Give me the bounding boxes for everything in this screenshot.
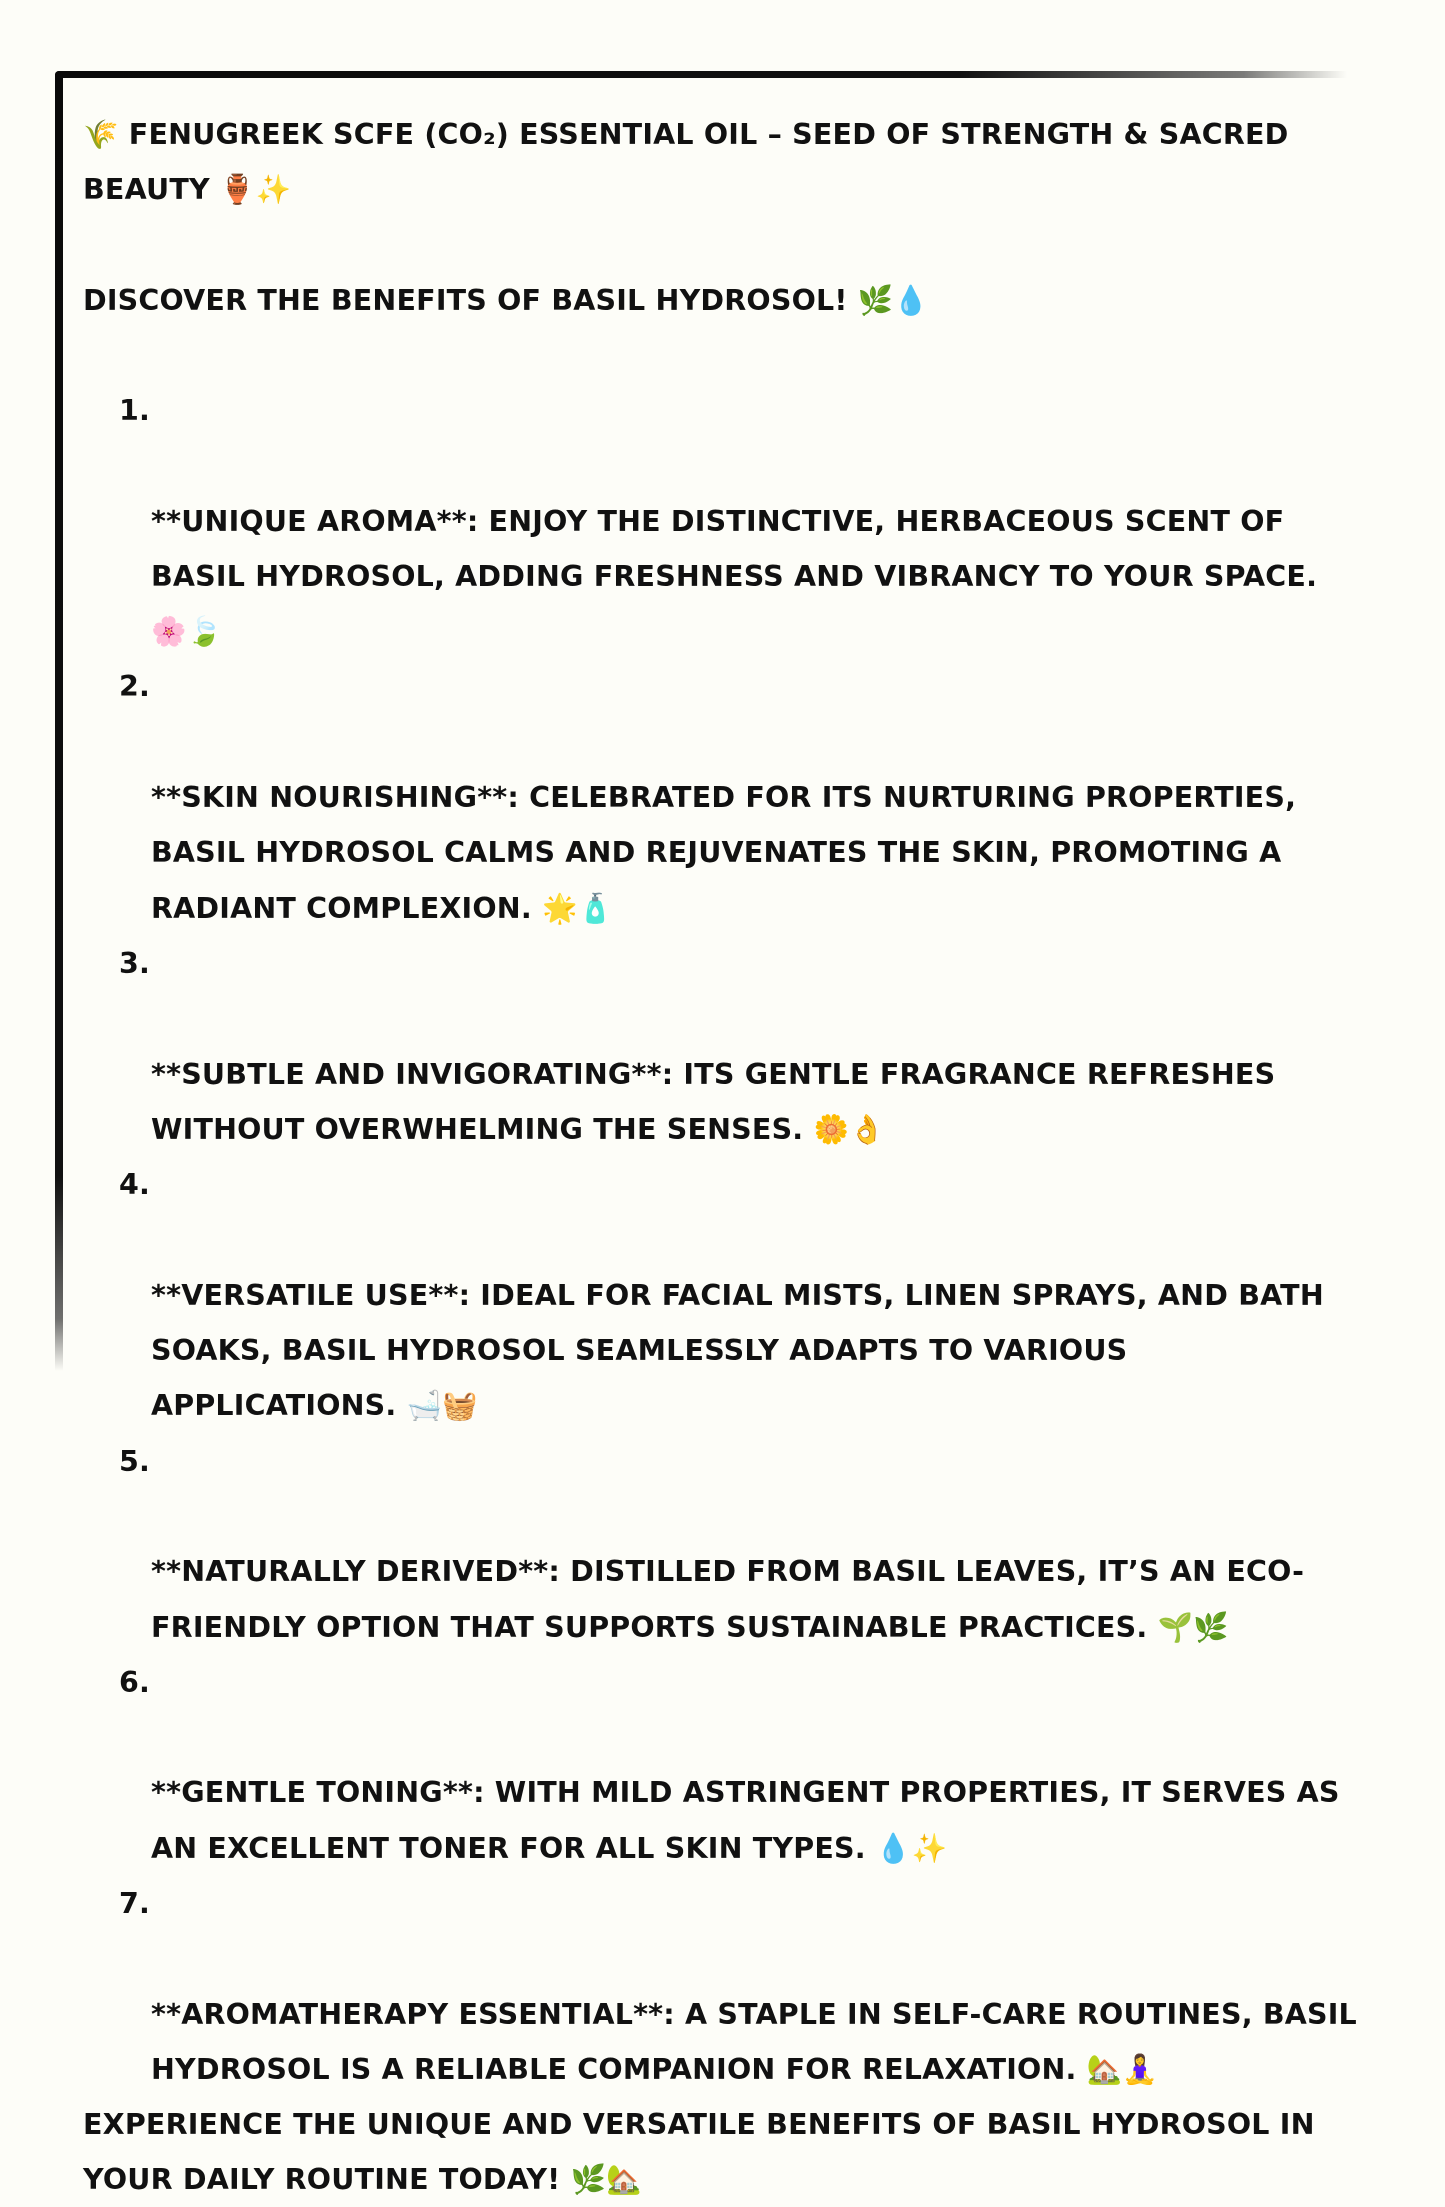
closing-statement: EXPERIENCE THE UNIQUE AND VERSATILE BENEFITS OF BASIL HYDROSOL IN YOUR DAILY ROUTINE TODAY! 🌿🏡	[83, 2108, 1315, 2197]
list-item	[83, 1157, 1358, 1433]
list-item-text: **SKIN NOURISHING**: CELEBRATED FOR ITS NURTURING PROPERTIES, BASIL HYDROSOL CALMS AND REJUVENATES THE SKIN, PROMOTING A RADIANT COMPLEXION. 🌟🧴	[151, 781, 1297, 925]
list-item-number: 7.	[119, 1887, 151, 1921]
list-item	[83, 1434, 1358, 1655]
list-item-number: 3.	[119, 946, 151, 980]
document-body	[83, 107, 1358, 2207]
list-item-text: **SUBTLE AND INVIGORATING**: ITS GENTLE FRAGRANCE REFRESHES WITHOUT OVERWHELMING THE SENSES. 🌼👌	[151, 1057, 1276, 1146]
list-item-number: 4.	[119, 1168, 151, 1202]
list-item-number: 1.	[119, 394, 151, 427]
list-item-text: **UNIQUE AROMA**: ENJOY THE DISTINCTIVE, HERBACEOUS SCENT OF BASIL HYDROSOL, ADDING FRESHNESS AND VIBRANCY TO YOUR SPACE. 🌸🍃	[151, 504, 1318, 649]
list-item-text: **GENTLE TONING**: WITH MILD ASTRINGENT PROPERTIES, IT SERVES AS AN EXCELLENT TONER FOR ALL SKIN TYPES. 💧✨	[151, 1776, 1340, 1865]
frame-left-border	[55, 71, 63, 1371]
list-item	[83, 383, 1358, 659]
list-item	[83, 659, 1358, 935]
list-item-text: **AROMATHERAPY ESSENTIAL**: A STAPLE IN SELF-CARE ROUTINES, BASIL HYDROSOL IS A RELIABLE COMPANION FOR RELAXATION. 🏡🧘‍♀️	[151, 1997, 1357, 2086]
list-item	[83, 1655, 1358, 1876]
document-subtitle: DISCOVER THE BENEFITS OF BASIL HYDROSOL! 🌿💧	[83, 284, 930, 317]
list-item-text: **VERSATILE USE**: IDEAL FOR FACIAL MISTS, LINEN SPRAYS, AND BATH SOAKS, BASIL HYDROSOL SEAMLESSLY ADAPTS TO VARIOUS APPLICATIONS. 🛁🧺	[151, 1278, 1324, 1423]
benefits-list	[83, 383, 1358, 2097]
list-item-number: 5.	[119, 1444, 151, 1478]
document-title: 🌾 FENUGREEK SCFE (CO₂) ESSENTIAL OIL – SEED OF STRENGTH & SACRED BEAUTY 🏺✨	[83, 118, 1289, 206]
list-item-number: 6.	[119, 1665, 151, 1699]
frame-top-border	[55, 71, 1347, 78]
list-item-text: **NATURALLY DERIVED**: DISTILLED FROM BASIL LEAVES, IT’S AN ECO-FRIENDLY OPTION THAT SUPPORTS SUSTAINABLE PRACTICES. 🌱🌿	[151, 1555, 1305, 1644]
list-item-number: 2.	[119, 670, 151, 704]
list-item	[83, 1876, 1358, 2097]
list-item	[83, 936, 1358, 1157]
